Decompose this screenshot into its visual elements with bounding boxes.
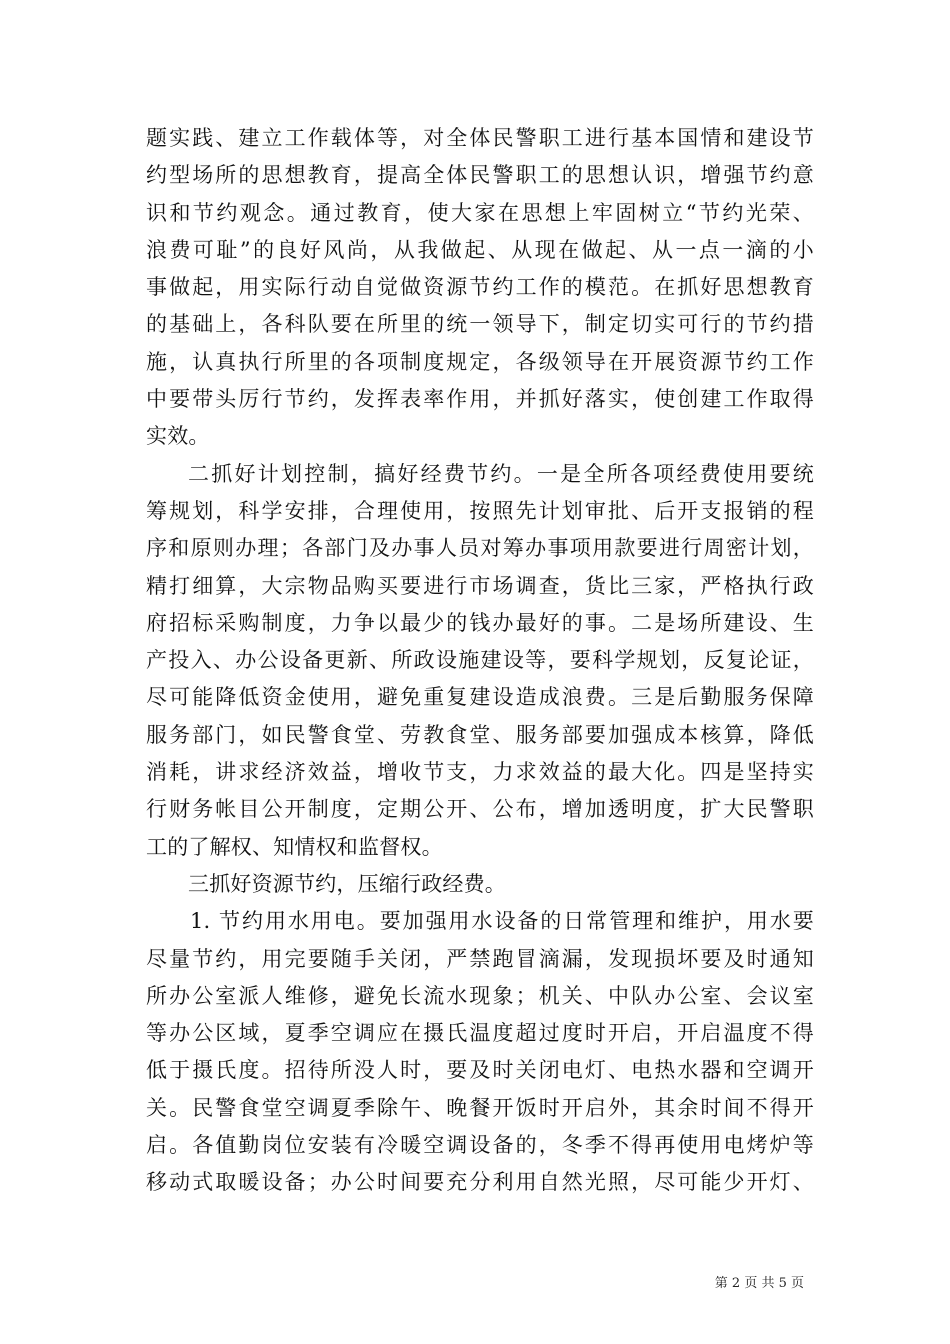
text-line: 三抓好资源节约，压缩行政经费。 — [188, 871, 506, 896]
text-line: 1. 节约用水用电。要加强用水设备的日常管理和维护，用水要 — [190, 909, 814, 934]
text-line: 实效。 — [146, 424, 210, 449]
text-line: 的基础上，各科队要在所里的统一领导下，制定切实可行的节约措 — [146, 312, 814, 337]
document-body — [146, 120, 814, 1202]
text-line: 移动式取暖设备；办公时间要充分利用自然光照，尽可能少开灯、 — [146, 1170, 814, 1195]
text-line: 题实践、建立工作载体等，对全体民警职工进行基本国情和建设节 — [146, 126, 814, 150]
text-line: 施，认真执行所里的各项制度规定，各级领导在开展资源节约工作 — [146, 349, 814, 374]
text-line: 行财务帐目公开制度，定期公开、公布，增加透明度，扩大民警职 — [146, 797, 814, 822]
text-line: 事做起，用实际行动自觉做资源节约工作的模范。在抓好思想教育 — [146, 275, 814, 300]
text-line: 筹规划，科学安排，合理使用，按照先计划审批、后开支报销的程 — [146, 498, 814, 523]
text-line: 服务部门，如民警食堂、劳教食堂、服务部要加强成本核算，降低 — [146, 722, 814, 747]
text-line: 启。各值勤岗位安装有冷暖空调设备的，冬季不得再使用电烤炉等 — [146, 1133, 814, 1158]
text-line: 产投入、办公设备更新、所政设施建设等，要科学规划，反复论证， — [146, 648, 814, 673]
text-line: 关。民警食堂空调夏季除午、晚餐开饭时开启外，其余时间不得开 — [146, 1095, 814, 1120]
text-line: 中要带头厉行节约，发挥表率作用，并抓好落实，使创建工作取得 — [146, 387, 814, 412]
text-line: 府招标采购制度，力争以最少的钱办最好的事。二是场所建设、生 — [146, 610, 814, 635]
text-line: 识和节约观念。通过教育，使大家在思想上牢固树立“节约光荣、 — [146, 200, 814, 225]
text-line: 消耗，讲求经济效益，增收节支，力求效益的最大化。四是坚持实 — [146, 760, 814, 785]
text-line: 等办公区域，夏季空调应在摄氏温度超过度时开启，开启温度不得 — [146, 1021, 814, 1046]
text-line: 精打细算，大宗物品购买要进行市场调查，货比三家，严格执行政 — [146, 573, 814, 598]
text-line: 浪费可耻”的良好风尚，从我做起、从现在做起、从一点一滴的小 — [146, 237, 814, 262]
text-line: 二抓好计划控制，搞好经费节约。一是全所各项经费使用要统 — [188, 461, 814, 486]
text-line: 工的了解权、知情权和监督权。 — [146, 834, 443, 859]
text-line: 序和原则办理；各部门及办事人员对筹办事项用款要进行周密计划， — [146, 536, 814, 561]
text-line: 低于摄氏度。招待所没人时，要及时关闭电灯、电热水器和空调开 — [146, 1058, 814, 1083]
text-line: 尽量节约，用完要随手关闭，严禁跑冒滴漏，发现损坏要及时通知 — [146, 946, 814, 971]
text-line: 所办公室派人维修，避免长流水现象；机关、中队办公室、会议室 — [146, 983, 814, 1008]
text-line: 尽可能降低资金使用，避免重复建设造成浪费。三是后勤服务保障 — [146, 685, 814, 710]
text-line: 约型场所的思想教育，提高全体民警职工的思想认识，增强节约意 — [146, 163, 814, 188]
page-number-footer: 第 2 页 共 5 页 — [714, 1276, 804, 1291]
